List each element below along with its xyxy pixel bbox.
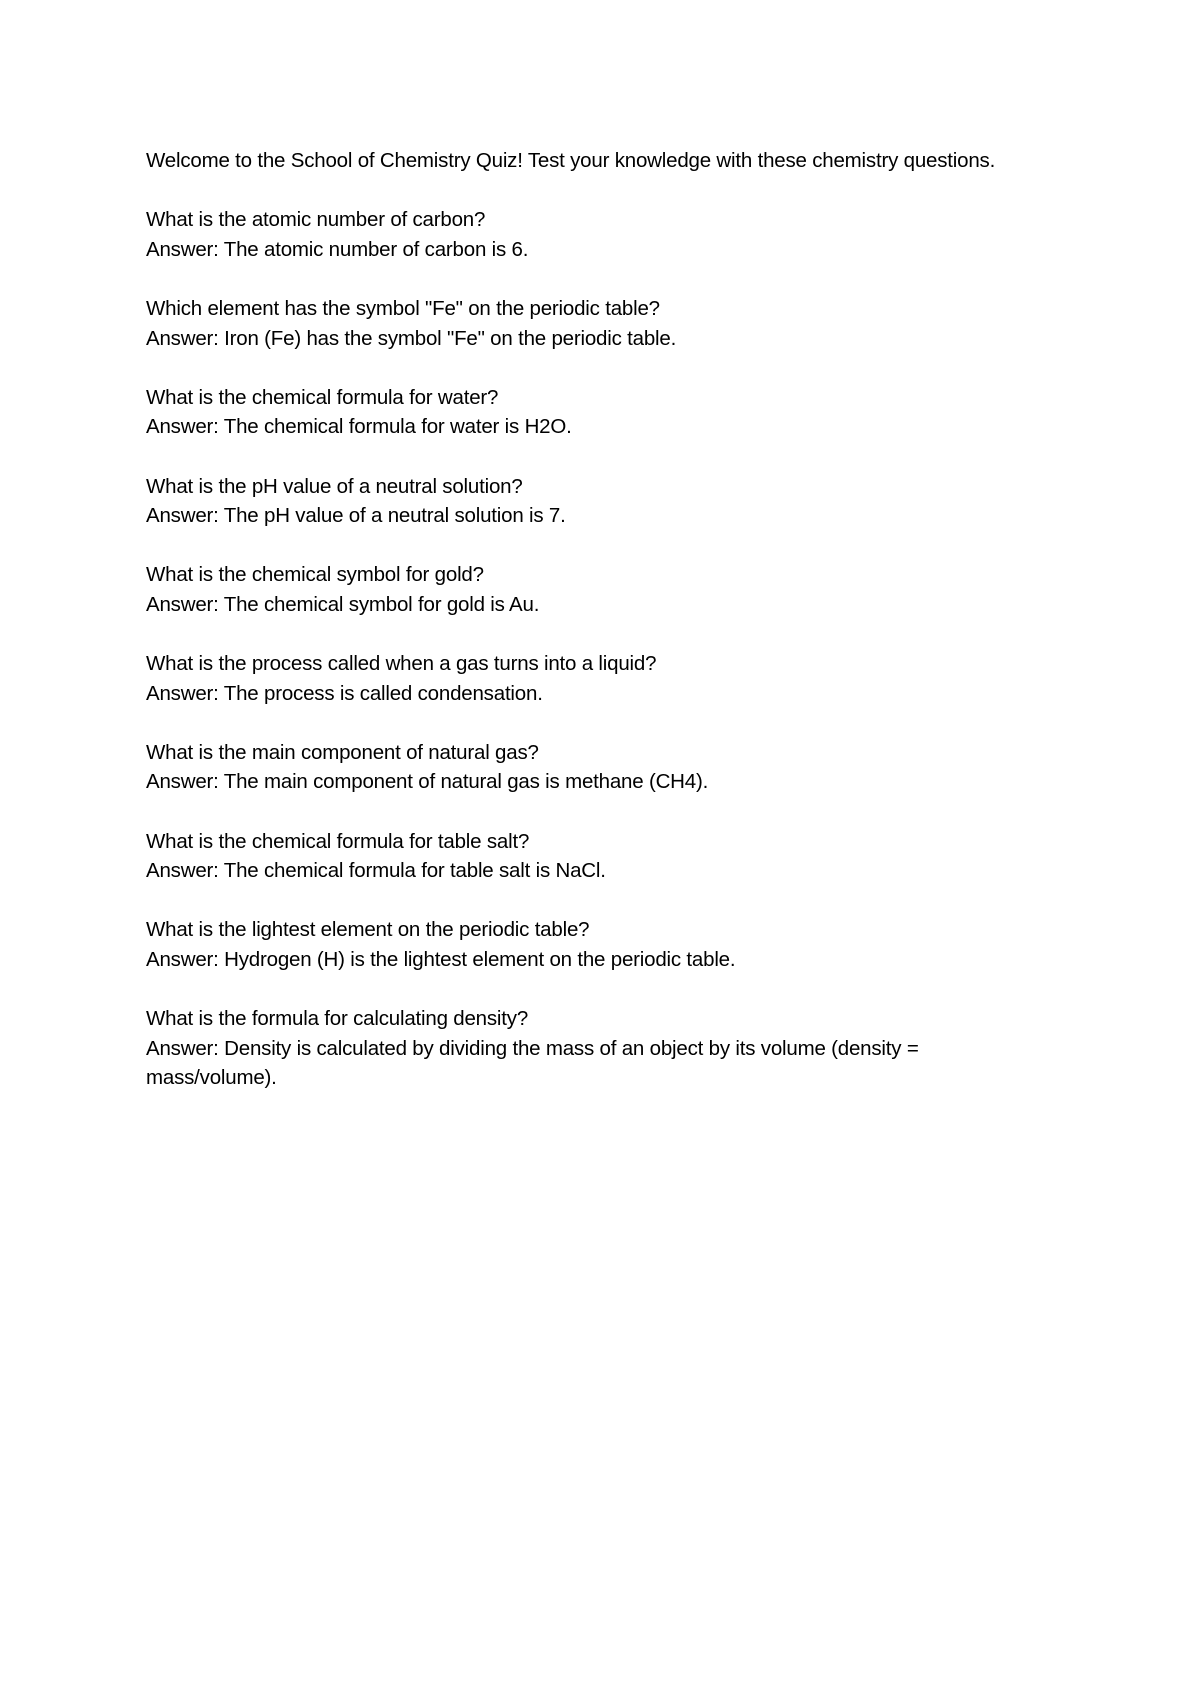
- question-text: What is the lightest element on the periodic table?: [146, 918, 590, 942]
- answer-text: Answer: The main component of natural gas is methane (CH4).: [146, 770, 709, 794]
- qa-item: [146, 294, 1026, 353]
- question-text: Which element has the symbol "Fe" on the periodic table?: [146, 296, 660, 320]
- qa-item: [146, 1004, 1026, 1093]
- qa-item: [146, 915, 1026, 974]
- qa-item: [146, 649, 1026, 708]
- qa-item: [146, 383, 1026, 442]
- question-text: What is the chemical formula for table salt?: [146, 829, 530, 853]
- qa-item: [146, 205, 1026, 264]
- question-text: What is the chemical formula for water?: [146, 385, 499, 409]
- question-text: What is the process called when a gas turns into a liquid?: [146, 652, 657, 676]
- intro-paragraph: Welcome to the School of Chemistry Quiz! Test your knowledge with these chemistry questions.: [146, 149, 996, 172]
- question-text: What is the atomic number of carbon?: [146, 208, 486, 232]
- answer-text: Answer: Density is calculated by dividing the mass of an object by its volume (density = mass/volume).: [146, 1036, 919, 1090]
- answer-text: Answer: The process is called condensation.: [146, 681, 543, 705]
- qa-item: [146, 827, 1026, 886]
- answer-text: Answer: The atomic number of carbon is 6.: [146, 237, 529, 261]
- answer-text: Answer: The pH value of a neutral solution is 7.: [146, 504, 566, 528]
- qa-item: [146, 472, 1026, 531]
- answer-text: Answer: Iron (Fe) has the symbol "Fe" on the periodic table.: [146, 326, 677, 350]
- answer-text: Answer: The chemical symbol for gold is Au.: [146, 592, 540, 616]
- question-text: What is the formula for calculating density?: [146, 1007, 529, 1031]
- document-body: [146, 146, 1026, 1123]
- qa-item: [146, 560, 1026, 619]
- answer-text: Answer: Hydrogen (H) is the lightest element on the periodic table.: [146, 948, 736, 972]
- qa-item: [146, 738, 1026, 797]
- question-text: What is the pH value of a neutral solution?: [146, 474, 523, 498]
- answer-text: Answer: The chemical formula for water is H2O.: [146, 415, 572, 439]
- answer-text: Answer: The chemical formula for table salt is NaCl.: [146, 859, 606, 883]
- question-text: What is the chemical symbol for gold?: [146, 563, 484, 587]
- question-text: What is the main component of natural gas?: [146, 740, 539, 764]
